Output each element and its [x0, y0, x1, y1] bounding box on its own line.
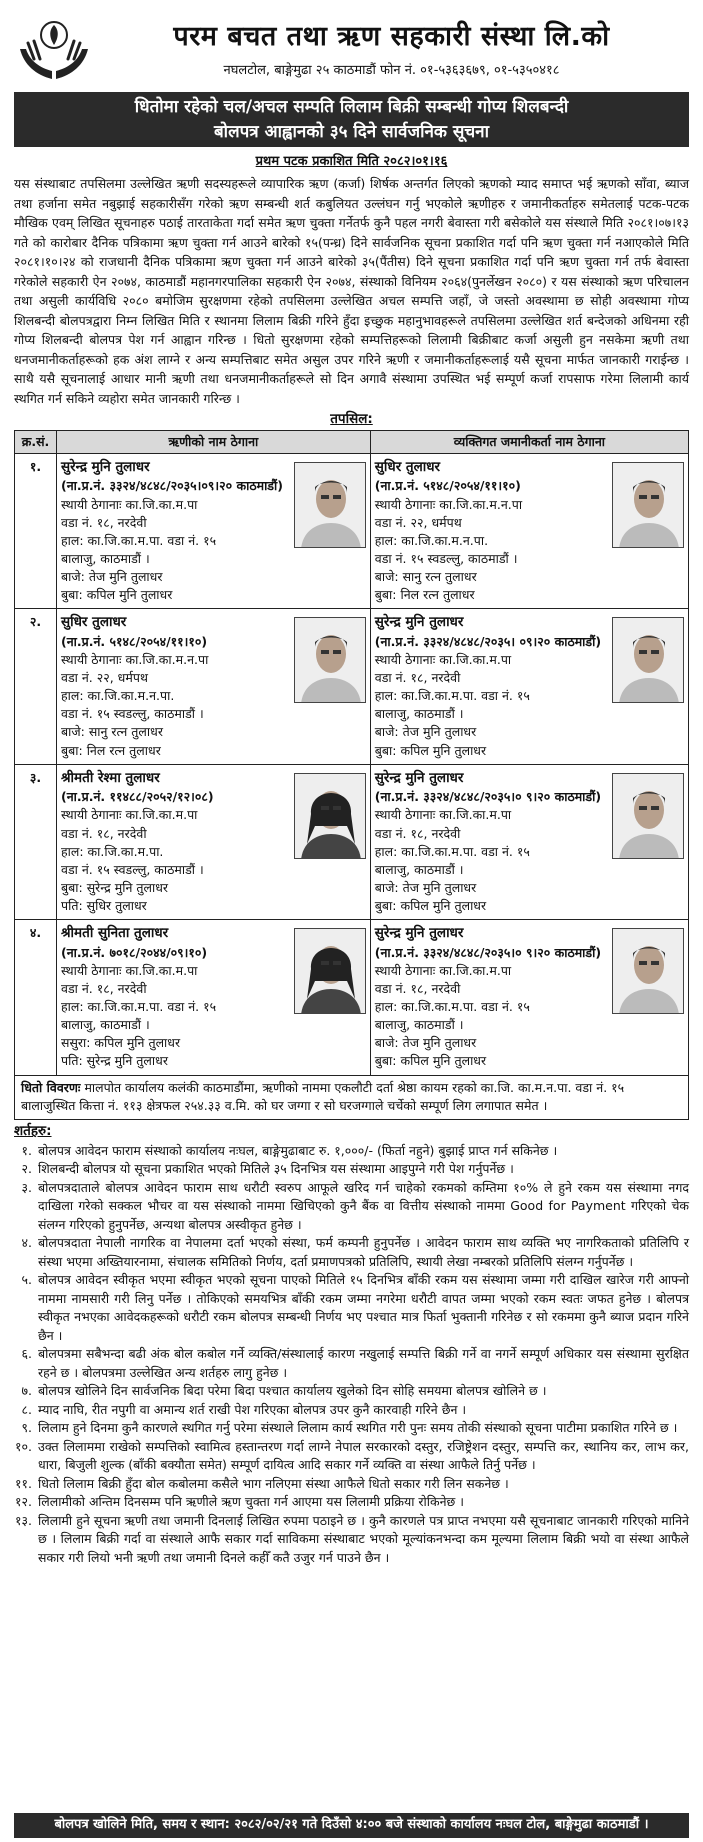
- address-line: वडा नं. १८, नरदेवी: [374, 825, 461, 841]
- condition-text: म्याद नाघि, रीत नपुगी वा अमान्य शर्त राखी पेश गरिएका बोलपत्र उपर कुनै कारवाही गरिने छैन ।: [38, 1401, 467, 1417]
- conditions-title: शर्तहरु:: [14, 1123, 52, 1140]
- borrower-cell: [57, 609, 371, 764]
- notice-title-line1: धितोमा रहेको चल/अचल सम्पति लिलाम बिक्री सम्बन्धी गोप्य शिलबन्दी: [134, 97, 569, 117]
- table-row: [15, 920, 689, 1075]
- condition-text: उक्त लिलाममा राखेको सम्पत्तिको स्वामित्व हस्तान्तरण गर्दा लाग्ने नेपाल सरकारको दस्तुर, रजिष्ट्रेशन दस्तुर, सम्पत्ति कर, स्थानिय कर, लाभ कर, धारा, बिजुली शुल्क (बाँकी बक्यौता समेत) सम्पूर्ण दायित्व आदि सकार गर्ने व्यक्ति वा संस्था आफैले तिर्नु पर्नेछ ।: [38, 1438, 689, 1473]
- address-line: बालाजु, काठमाडौं ।: [374, 861, 464, 877]
- condition-text: बोलपत्रमा सबैभन्दा बढी अंक बोल कबोल गर्ने व्यक्ति/संस्थालाई कारण नखुलाई सम्पत्ति बिक्री गर्ने वा नगर्ने सम्पूर्ण अधिकार यस संस्थामा सुरक्षित रहने छ । बोलपत्रमा उल्लेखित अन्य शर्तहरु लागु हुनेछ ।: [38, 1346, 689, 1380]
- header-borrower: ऋणीको नाम ठेगाना: [57, 430, 371, 453]
- person-photo: [612, 773, 684, 859]
- person-photo: [294, 928, 366, 1014]
- header-guarantor: व्यक्तिगत जमानीकर्ता नाम ठेगाना: [370, 430, 688, 453]
- condition-item: [14, 1401, 689, 1420]
- person-name: सुधिर तुलाधर: [61, 614, 127, 631]
- collateral-details: [14, 1076, 689, 1121]
- address-line: बालाजु, काठमाडौं ।: [374, 706, 464, 722]
- address-line: बुबा: निल रत्न तुलाधर: [374, 587, 475, 603]
- address-line: बुबा: कपिल मुनि तुलाधर: [374, 1053, 487, 1069]
- condition-item: [14, 1142, 689, 1161]
- address-line: बालाजु, काठमाडौं ।: [374, 1017, 464, 1033]
- condition-item: [14, 1160, 689, 1179]
- address-line: ससुरा: कपिल मुनि तुलाधर: [61, 1035, 181, 1051]
- condition-number: ३.: [21, 1179, 32, 1195]
- address-line: बालाजु, काठमाडौं ।: [61, 1017, 150, 1033]
- condition-number: ६.: [21, 1346, 32, 1362]
- notice-title: [14, 92, 689, 147]
- condition-text: धितो लिलाम बिक्री हुँदा बोल कबोलमा कसैले भाग नलिएमा संस्था आफैले धितो सकार गरी लिन सकनेछ ।: [38, 1475, 509, 1491]
- condition-number: ८.: [21, 1401, 32, 1417]
- address-line: स्थायी ठेगानाः का.जि.का.म.पा: [374, 651, 512, 667]
- cooperative-hands-logo-icon: [14, 13, 94, 85]
- address-line: वडा नं. १८, नरदेवी: [61, 825, 147, 841]
- condition-number: १२.: [15, 1494, 32, 1510]
- address-line: बाजे: तेज मुनि तुलाधर: [374, 879, 477, 895]
- person-name: सुरेन्द्र मुनि तुलाधर: [374, 769, 464, 786]
- address-line: बाजे: तेज मुनि तुलाधर: [374, 724, 477, 740]
- person-photo: [294, 617, 366, 703]
- guarantor-cell: [370, 920, 688, 1075]
- address-line: वडा नं. २२, धर्मपथ: [61, 670, 148, 686]
- condition-number: २.: [21, 1161, 32, 1177]
- borrower-cell: [57, 453, 371, 608]
- person-photo: [294, 462, 366, 548]
- address-line: हाल: का.जि.का.म.न.पा.: [374, 532, 489, 548]
- condition-number: १.: [21, 1142, 32, 1158]
- borrower-cell: [57, 920, 371, 1075]
- borrower-table: [14, 430, 689, 1076]
- address-line: वडा नं. १५ स्वडल्लु, काठमाडौं ।: [61, 861, 204, 877]
- address-line: वडा नं. १८, नरदेवी: [374, 670, 461, 686]
- org-address: नघलटोल, बाङ्गेमुढा २५ काठमाडौं फोन नं. ०१-५३६३६७९, ०१-५३५०४१८: [223, 63, 560, 79]
- citizenship-number: (ना.प्र.नं. ३३२४/४८४८/२०३५।० ९।२० काठमाडौं): [374, 789, 602, 805]
- condition-item: [14, 1475, 689, 1494]
- condition-number: ७.: [21, 1383, 32, 1399]
- bid-opening-footer: बोलपत्र खोलिने मिति, समय र स्थान: २०८२/०२/२१ गते दिउँसो ४:०० बजे संस्थाको कार्यालय नःघल टोल, बाङ्गेमुढा काठमाडौं ।: [14, 1813, 689, 1838]
- address-line: हाल: का.जि.का.म.पा. वडा नं. १५: [374, 999, 530, 1015]
- address-line: बाजे: तेज मुनि तुलाधर: [374, 1035, 477, 1051]
- condition-text: बोलपत्र आवेदन स्वीकृत भएमा स्वीकृत भएको सूचना पाएको मितिले १५ दिनभित्र बाँकी रकम यस संस्थामा जम्मा गरी दाखिल खारेज गरी आफ्नो नाममा नामसारी गरी लिनु पर्नेछ । तोकिएको समयभित्र बाँकी रकम जम्मा नगरेमा धरौटी वापत जम्मा भएको रकम स्वतः जफत हुनेछ । बोलपत्र स्वीकृत नभएका आवेदकहरूको धरौटी रकम बोलपत्र सम्बन्धी निर्णय भए पश्चात मात्र फिर्ता भुक्तानी गरिनेछ र सो रकममा कुनै ब्याज प्रदान गरिने छैन ।: [38, 1272, 689, 1343]
- condition-item: [14, 1493, 689, 1512]
- condition-text: बोलपत्र आवेदन फाराम संस्थाको कार्यालय नःघल, बाङ्गेमुढाबाट रु. १,०००/- (फिर्ता नहुने) बुझाई प्राप्त गर्न सकिनेछ ।: [38, 1142, 558, 1158]
- table-row: [15, 609, 689, 764]
- condition-text: लिलामी हुने सूचना ऋणी तथा जमानी दिनलाई लिखित रुपमा पठाइने छ । कुनै कारणले पत्र प्राप्त नभएमा यसै सूचनाबाट जानकारी गरिएको मानिने छ । लिलाम बिक्री गर्दा वा संस्थाले आफै सकार गर्दा साविकमा संस्थाबाट भएको मूल्यांकनभन्दा कम मूल्यमा लिलाम बिक्री भयो वा संस्था आफैले सकार गरी लियो भनी ऋणी तथा जमानी दिनले कहीँ कतै उजुर गर्न पाउने छैन ।: [38, 1512, 689, 1565]
- address-line: स्थायी ठेगानाः का.जि.का.म.पा: [61, 807, 198, 823]
- address-line: बाजे: सानु रत्न तुलाधर: [61, 724, 163, 740]
- citizenship-number: (ना.प्र.नं. ३३२४/४८४८/२०३५।०९।२० काठमाडौं): [61, 478, 283, 494]
- address-line: स्थायी ठेगानाः का.जि.का.म.पा: [374, 807, 512, 823]
- condition-number: ११.: [15, 1475, 32, 1491]
- condition-number: १०.: [15, 1438, 32, 1454]
- condition-item: [14, 1438, 689, 1475]
- condition-item: [14, 1382, 689, 1401]
- condition-number: ५.: [21, 1272, 32, 1288]
- condition-item: [14, 1419, 689, 1438]
- table-header-row: [15, 430, 689, 453]
- address-line: वडा नं. २२, धर्मपथ: [374, 514, 462, 530]
- address-line: हाल: का.जि.का.म.पा. वडा नं. १५: [374, 843, 530, 859]
- person-name: श्रीमती रेश्मा तुलाधर: [61, 769, 160, 786]
- address-line: पति: सुरेन्द्र मुनि तुलाधर: [61, 1053, 168, 1069]
- table-row: [15, 453, 689, 608]
- condition-text: बोलपत्रदाता नेपाली नागरिक वा नेपालमा दर्ता भएको संस्था, फर्म कम्पनी हुनुपर्नेछ । आवेदन फाराम साथ व्यक्ति भए नागरिकताको प्रतिलिपि र संस्था भएमा अख्तियारनामा, संचालक समितिको निर्णय, दर्ता प्रमाणपत्रको प्रतिलिपि, स्थायी लेखा नम्बरको प्रतिलिपि संलग्न गर्नुपर्नेछ ।: [38, 1235, 689, 1269]
- address-line: बुबा: कपिल मुनि तुलाधर: [61, 587, 173, 603]
- address-line: हाल: का.जि.का.म.पा. वडा नं. १५: [374, 688, 530, 704]
- publication-date: प्रथम पटक प्रकाशित मिति २०८२।०१।१६: [255, 154, 448, 170]
- address-line: बुबा: कपिल मुनि तुलाधर: [374, 742, 487, 758]
- condition-text: बोलपत्रदाताले बोलपत्र आवेदन फाराम साथ धरौटी स्वरुप आफूले खरिद गर्न चाहेको रकमको कम्तिमा १०% ले हुने रकम यस संस्थामा नगद दाखिला गरेको सक्कल भौचर वा यस संस्थाको नाममा खिचिएको कुनै बैंक वा वित्तीय संस्थाको नाममा Good for Payment गरिएको चेक संलग्न गरिएको हुनुपर्नेछ, अन्यथा बोलपत्र अस्वीकृत हुनेछ ।: [38, 1179, 689, 1232]
- person-photo: [612, 617, 684, 703]
- condition-text: बोलपत्र खोलिने दिन सार्वजनिक बिदा परेमा बिदा पश्चात कार्यालय खुलेको दिन सोहि समयमा बोलपत्र खोलिने छ ।: [38, 1383, 547, 1399]
- condition-text: शिलबन्दी बोलपत्र यो सूचना प्रकाशित भएको मितिले ३५ दिनभित्र यस संस्थामा आइपुग्ने गरी पेश गर्नुपर्नेछ ।: [38, 1161, 514, 1177]
- address-line: वडा नं. १५ स्वडल्लु, काठमाडौं ।: [61, 706, 204, 722]
- citizenship-number: (ना.प्र.नं. ७०१८/२०४४/०९।१०): [61, 944, 208, 960]
- address-line: वडा नं. १८, नरदेवी: [374, 980, 461, 996]
- collateral-text: मालपोत कार्यालय कलंकी काठमाडौंमा, ऋणीको नाममा एकलौटी दर्ता श्रेष्ठा कायम रहको का.जि. का.म.न.पा. वडा नं. १५ बालाजुस्थित कित्ता नं. ११३ क्षेत्रफल २५४.३३ व.मि. को घर जग्गा र सो घरजग्गाले चर्चेको सम्पूर्ण लिग लगापात समेत ।: [21, 1079, 625, 1114]
- address-line: बुबा: कपिल मुनि तुलाधर: [374, 898, 487, 913]
- condition-item: [14, 1512, 689, 1568]
- person-name: सुरेन्द्र मुनि तुलाधर: [374, 925, 464, 942]
- citizenship-number: (ना.प्र.नं. ५१४८/२०५४/११।१०): [374, 478, 521, 494]
- conditions-list: [14, 1142, 689, 1568]
- address-line: स्थायी ठेगानाः का.जि.का.म.न.पा: [374, 496, 523, 512]
- header-serial: क्र.सं.: [15, 430, 57, 453]
- condition-item: [14, 1271, 689, 1345]
- condition-text: लिलाम हुने दिनमा कुनै कारणले स्थगित गर्नु परेमा संस्थाले लिलाम कार्य स्थगित गरी पुनः समय तोकी संस्थाको सूचना पाटीमा प्रकाशित गरिने छ ।: [38, 1420, 678, 1436]
- condition-item: [14, 1234, 689, 1271]
- header: [14, 8, 689, 90]
- address-line: वडा नं. १८, नरदेवी: [61, 980, 147, 996]
- serial-number: १.: [15, 453, 57, 608]
- borrower-cell: [57, 764, 371, 919]
- schedule-label: तपसिल:: [330, 411, 373, 428]
- condition-item: [14, 1345, 689, 1382]
- guarantor-cell: [370, 764, 688, 919]
- collateral-label: धितो विवरणः: [21, 1079, 81, 1095]
- notice-title-line2: बोलपत्र आह्वानको ३५ दिने सार्वजनिक सूचना: [213, 121, 490, 142]
- address-line: बुबा: सुरेन्द्र मुनि तुलाधर: [61, 879, 168, 895]
- condition-number: ४.: [21, 1235, 32, 1251]
- person-name: सुरेन्द्र मुनि तुलाधर: [374, 614, 464, 631]
- guarantor-cell: [370, 453, 688, 608]
- address-line: बालाजु, काठमाडौं ।: [61, 550, 150, 566]
- address-line: हाल: का.जि.का.म.पा.: [61, 843, 164, 859]
- condition-text: लिलामीको अन्तिम दिनसम्म पनि ऋणीले ऋण चुक्ता गर्न आएमा यस लिलामी प्रक्रिया रोकिनेछ ।: [38, 1494, 465, 1510]
- person-photo: [294, 773, 366, 859]
- address-line: हाल: का.जि.का.म.पा. वडा नं. १५: [61, 532, 217, 548]
- person-name: सुधिर तुलाधर: [374, 458, 441, 475]
- guarantor-cell: [370, 609, 688, 764]
- address-line: स्थायी ठेगानाः का.जि.का.म.पा: [374, 962, 512, 978]
- org-name: परम बचत तथा ऋण सहकारी संस्था लि.को: [173, 21, 610, 52]
- citizenship-number: (ना.प्र.नं. ३३२४/४८४८/२०३५।० ९।२० काठमाडौं): [374, 944, 602, 960]
- address-line: बाजे: तेज मुनि तुलाधर: [61, 569, 163, 584]
- person-name: श्रीमती सुनिता तुलाधर: [61, 925, 169, 942]
- person-name: सुरेन्द्र मुनि तुलाधर: [61, 458, 150, 475]
- address-line: स्थायी ठेगानाः का.जि.का.म.न.पा: [61, 651, 209, 667]
- table-row: [15, 764, 689, 919]
- condition-item: [14, 1179, 689, 1235]
- address-line: हाल: का.जि.का.म.न.पा.: [61, 688, 175, 704]
- condition-number: ९.: [21, 1420, 32, 1436]
- address-line: स्थायी ठेगानाः का.जि.का.म.पा: [61, 496, 198, 512]
- intro-paragraph: यस संस्थाबाट तपसिलमा उल्लेखित ऋणी सदस्यहरूले व्यापारिक ऋण (कर्जा) शिर्षक अन्तर्गत लिएको ऋणको म्याद समाप्त भई ऋणको साँवा, ब्याज तथा हर्जाना समेत नबुझाई सहकारीसँग गरेको ऋण सम्बन्धी शर्त कबुलियत उल्लंघन गर्नु भएकोले ऋणीहरु र जमानीकर्ताहरु समेतलाई पटक-पटक मौखिक एवम् लिखित सूचनाहरु पठाई तारताकेता गर्दा समेत ऋण चुक्ता गर्नेतर्फ कुनै पहल नगरी बेवास्ता गरी बसेकोले यस संस्थाले मिति २०८१।०७।१३ गते को कारोबार दैनिक पत्रिकामा ऋण चुक्ता गर्न आउने बारेको १५(पन्ध्र) दिने सार्वजनिक सूचना प्रकाशित गर्दा पनि ऋण चुक्ता गर्न नआएकोले मिति २०८१।१०।२४ को राजधानी दैनिक पत्रिकामा ऋण चुक्ता गर्न आउने बारेको ३५(पैंतीस) दिने सूचना प्रकाशित गर्दा पनि ऋण चुक्ता गर्न तर्फ बेवास्ता गरेकोले सहकारी ऐन २०७४, काठमाडौं महानगरपालिका सहकारी ऐन २०७४, संस्थाको विनियम २०६४(पुनर्लेखन २०८०) र यस संस्थाको ऋण परिचालन तथा असुली कार्यविधि २०८० बमोजिम सुरक्षणमा रहेको तपसिलमा उल्लेखित अचल सम्पत्ति जहाँ, जे जस्तो अवस्थामा छ सोही अवस्थामा गोप्य शिलबन्दी बोलपत्रद्वारा निम्न लिखित मिति र स्थानमा लिलाम बिक्री गरिने हुँदा इच्छुक महानुभावहरूले तपसिलमा उल्लेखित शर्त बन्देजको अधिनमा रही गोप्य शिलबन्दी बोलपत्र पेश गर्न आह्वान गरिन्छ । धितो सुरक्षणमा रहेको सम्पत्तिहरूको लिलामी बिक्रीबाट कर्जा असुली हुन नसकेमा ऋणी तथा धनजमानीकर्ताहरूको हक अंश लाग्ने र अन्य सम्पत्तिबाट समेत असुल उपर गरिने ऋणी र जमानीकर्ताहरूलाई यसै सूचना मार्फत जानकारी गराईन्छ । साथै यसै सूचनालाई आधार मानी ऋणी तथा धनजमानीकर्ताहरूले सो दिन अगावै संस्थामा उपस्थित भई सम्पूर्ण कर्जा रापसाफ गरेमा लिलामी कार्य स्थगित गर्न सकिने व्यहोरा समेत जानकारी गरिन्छ ।: [14, 176, 689, 406]
- address-line: बाजे: सानु रत्न तुलाधर: [374, 569, 477, 584]
- serial-number: ४.: [15, 920, 57, 1075]
- serial-number: ३.: [15, 764, 57, 919]
- person-photo: [612, 462, 684, 548]
- citizenship-number: (ना.प्र.नं. ११४८८/२०५२/१२।०८): [61, 789, 214, 805]
- address-line: स्थायी ठेगानाः का.जि.का.म.पा: [61, 962, 198, 978]
- address-line: वडा नं. १५ स्वडल्लु, काठमाडौं ।: [374, 550, 518, 566]
- condition-number: १३.: [15, 1512, 32, 1528]
- address-line: पति: सुधिर तुलाधर: [61, 898, 147, 913]
- address-line: वडा नं. १८, नरदेवी: [61, 514, 147, 530]
- serial-number: २.: [15, 609, 57, 764]
- person-photo: [612, 928, 684, 1014]
- citizenship-number: (ना.प्र.नं. ३३२४/४८४८/२०३५। ०९।२० काठमाडौं): [374, 633, 602, 649]
- address-line: बुबा: निल रत्न तुलाधर: [61, 742, 161, 758]
- citizenship-number: (ना.प्र.नं. ५१४८/२०५४/११।१०): [61, 633, 208, 649]
- address-line: हाल: का.जि.का.म.पा. वडा नं. १५: [61, 999, 217, 1015]
